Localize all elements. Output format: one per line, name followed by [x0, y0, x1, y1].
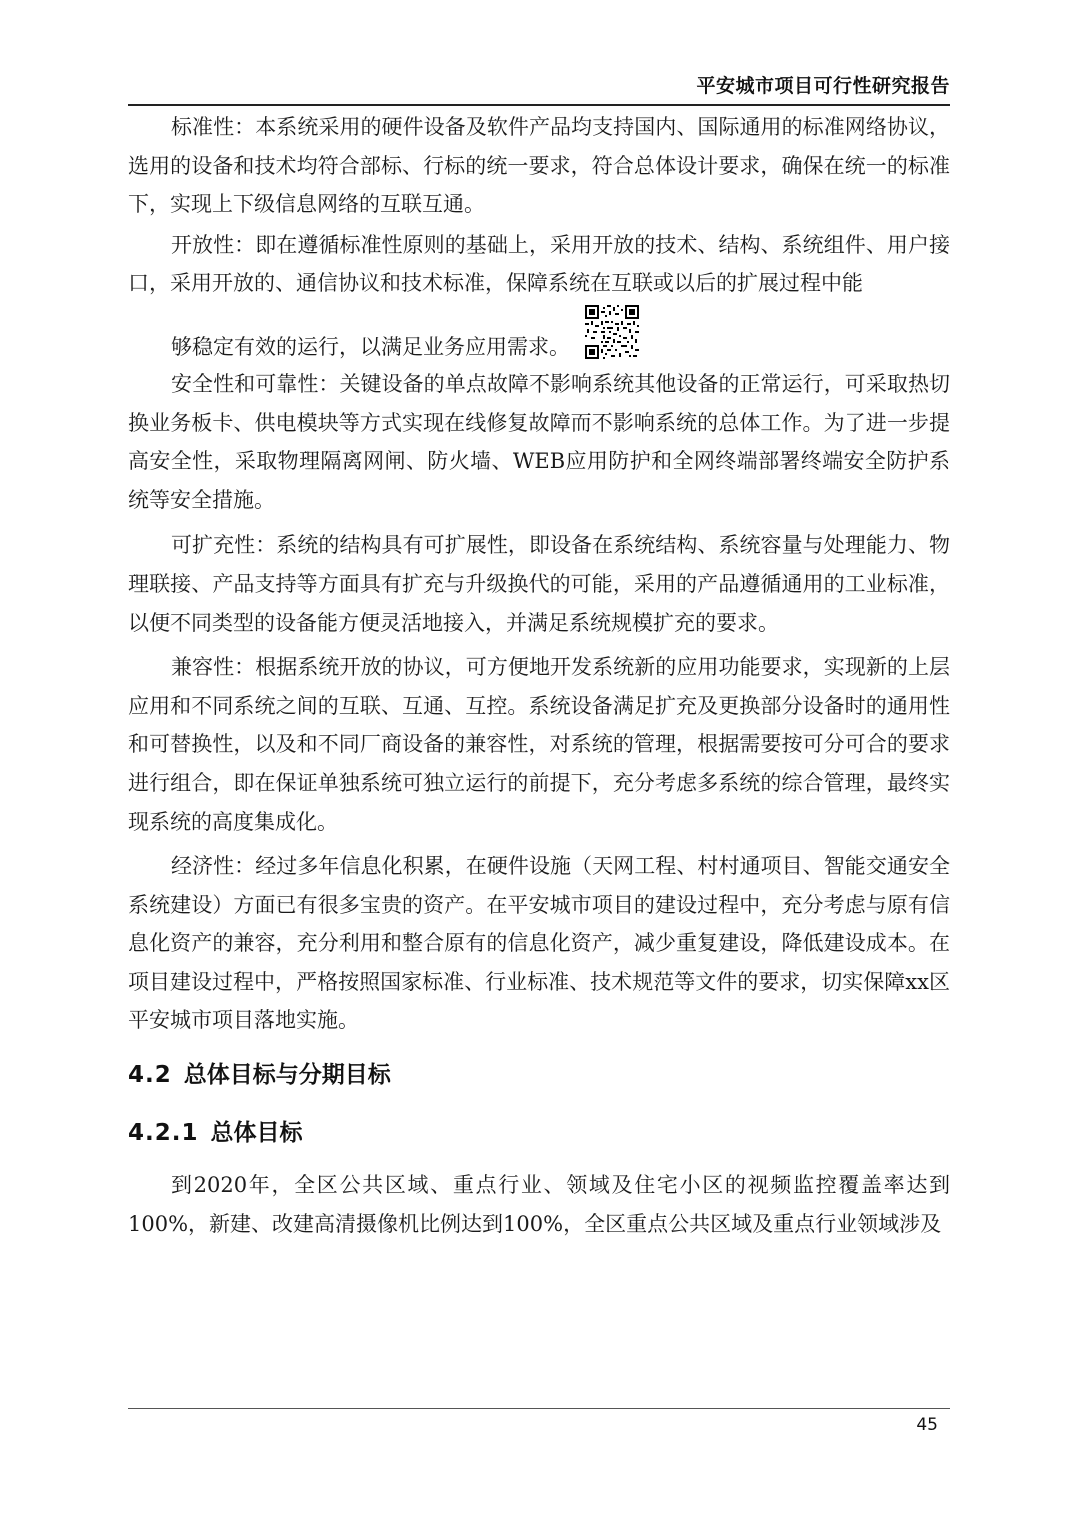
- section-heading-4-2: [128, 1060, 950, 1090]
- section-heading-4-2-1: [128, 1118, 950, 1148]
- page-number: 45: [916, 1415, 938, 1435]
- paragraph-security: 安全性和可靠性：关键设备的单点故障不影响系统其他设备的正常运行，可采取热切换业务板卡、供电模块等方式实现在线修复故障而不影响系统的总体工作。为了进一步提高安全性，采取物理隔离网闸、防火墙、WEB应用防护和全网终端部署终端安全防护系统等安全措施。: [128, 371, 950, 512]
- paragraph-open-tail: 够稳定有效的运行，以满足业务应用需求。: [171, 334, 570, 359]
- section-number-4-2-1: 4.2.1: [128, 1120, 199, 1147]
- page-footer: [128, 1408, 950, 1435]
- section-title-4-2-1: 总体目标: [210, 1120, 303, 1147]
- section-number-4-2: 4.2: [128, 1062, 172, 1089]
- paragraph-open-main: 开放性：即在遵循标准性原则的基础上，采用开放的技术、结构、系统组件、用户接口，采用开放的、通信协议和技术标准，保障系统在互联或以后的扩展过程中能: [128, 232, 950, 296]
- paragraph-economy: 经济性：经过多年信息化积累，在硬件设施（天网工程、村村通项目、智能交通安全系统建设）方面已有很多宝贵的资产。在平安城市项目的建设过程中，充分考虑与原有信息化资产的兼容，充分利用和整合原有的信息化资产，减少重复建设，降低建设成本。在项目建设过程中，严格按照国家标准、行业标准、技术规范等文件的要求，切实保障xx区平安城市项目落地实施。: [128, 854, 950, 1033]
- page-header: [128, 66, 950, 106]
- qr-code-icon: [585, 305, 639, 359]
- paragraph-standard: 标准性：本系统采用的硬件设备及软件产品均支持国内、国际通用的标准网络协议，选用的设备和技术均符合部标、行标的统一要求，符合总体设计要求，确保在统一的标准下，实现上下级信息网络的互联互通。: [128, 115, 950, 217]
- header-title: 平安城市项目可行性研究报告: [696, 75, 950, 97]
- page-content: [128, 108, 950, 1243]
- paragraph-scalability: 可扩充性：系统的结构具有可扩展性，即设备在系统结构、系统容量与处理能力、物理联接、产品支持等方面具有扩充与升级换代的可能，采用的产品遵循通用的工业标准，以便不同类型的设备能方便灵活地接入，并满足系统规模扩充的要求。: [128, 533, 950, 635]
- paragraph-open: [128, 226, 950, 361]
- section-title-4-2: 总体目标与分期目标: [183, 1062, 391, 1089]
- paragraph-compatibility: 兼容性：根据系统开放的协议，可方便地开发系统新的应用功能要求，实现新的上层应用和不同系统之间的互联、互通、互控。系统设备满足扩充及更换部分设备时的通用性和可替换性，以及和不同厂商设备的兼容性，对系统的管理，根据需要按可分可合的要求进行组合，即在保证单独系统可独立运行的前提下，充分考虑多系统的综合管理，最终实现系统的高度集成化。: [128, 655, 950, 834]
- paragraph-goal: 到2020年，全区公共区域、重点行业、领域及住宅小区的视频监控覆盖率达到100%，新建、改建高清摄像机比例达到100%，全区重点公共区域及重点行业领域涉及: [128, 1173, 950, 1236]
